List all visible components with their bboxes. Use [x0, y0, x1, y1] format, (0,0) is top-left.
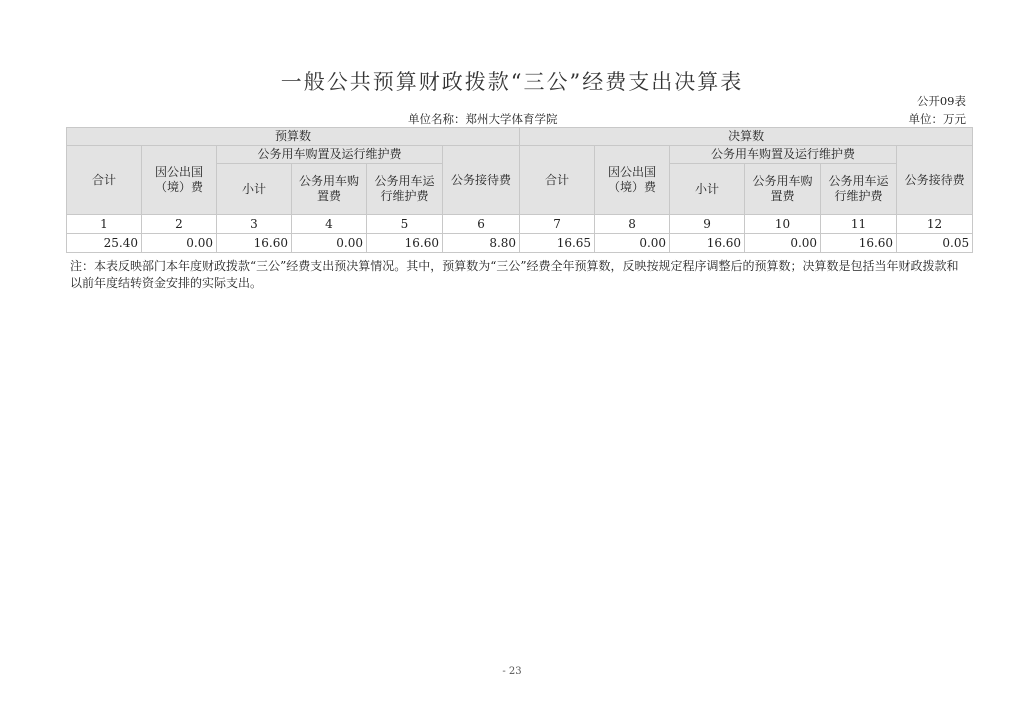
column-index-row — [67, 215, 973, 234]
column-index: 11 — [821, 215, 897, 234]
final-header: 决算数 — [520, 128, 973, 146]
column-index: 5 — [367, 215, 443, 234]
column-index: 10 — [745, 215, 821, 234]
budget-subtotal-header: 小计 — [217, 164, 292, 215]
page-number: - 23 — [502, 666, 522, 677]
final-reception-value: 0.05 — [897, 234, 973, 253]
budget-total-value: 25.40 — [67, 234, 142, 253]
budget-vehicle-operation-value: 16.60 — [367, 234, 443, 253]
budget-total-header: 合计 — [67, 146, 142, 215]
final-subtotal-value: 16.60 — [670, 234, 745, 253]
column-index: 8 — [595, 215, 670, 234]
expenditure-table — [66, 127, 973, 253]
budget-subtotal-value: 16.60 — [217, 234, 292, 253]
final-total-value: 16.65 — [520, 234, 595, 253]
budget-vehicle-purchase-value: 0.00 — [292, 234, 367, 253]
column-index: 2 — [142, 215, 217, 234]
budget-vehicle-purchase-header: 公务用车购置费 — [292, 164, 367, 215]
table-note: 注：本表反映部门本年度财政拨款“三公”经费支出预决算情况。其中，预算数为“三公”经费全年预算数，反映按规定程序调整后的预算数；决算数是包括当年财政拨款和以前年度结转资金安排的实际支出。 — [70, 259, 959, 290]
budget-abroad-header: 因公出国（境）费 — [142, 146, 217, 215]
column-index: 6 — [443, 215, 520, 234]
column-index: 1 — [67, 215, 142, 234]
column-index: 9 — [670, 215, 745, 234]
final-vehicle-purchase-header: 公务用车购置费 — [745, 164, 821, 215]
budget-vehicle-group-header: 公务用车购置及运行维护费 — [217, 146, 443, 164]
final-vehicle-operation-header: 公务用车运行维护费 — [821, 164, 897, 215]
final-vehicle-operation-value: 16.60 — [821, 234, 897, 253]
budget-vehicle-operation-header: 公务用车运行维护费 — [367, 164, 443, 215]
page-title: 一般公共预算财政拨款“三公”经费支出决算表 — [280, 70, 744, 94]
final-subtotal-header: 小计 — [670, 164, 745, 215]
table-row — [67, 234, 973, 253]
form-number: 公开09表 — [916, 94, 966, 108]
final-abroad-header: 因公出国（境）费 — [595, 146, 670, 215]
column-index: 12 — [897, 215, 973, 234]
unit-name: 单位名称：郑州大学体育学院 — [408, 112, 558, 126]
final-total-header: 合计 — [520, 146, 595, 215]
final-vehicle-group-header: 公务用车购置及运行维护费 — [670, 146, 897, 164]
column-index: 4 — [292, 215, 367, 234]
budget-abroad-value: 0.00 — [142, 234, 217, 253]
final-abroad-value: 0.00 — [595, 234, 670, 253]
budget-header: 预算数 — [67, 128, 520, 146]
budget-reception-value: 8.80 — [443, 234, 520, 253]
unit-label: 单位：万元 — [908, 112, 966, 126]
budget-reception-header: 公务接待费 — [443, 146, 520, 215]
column-index: 3 — [217, 215, 292, 234]
final-vehicle-purchase-value: 0.00 — [745, 234, 821, 253]
final-reception-header: 公务接待费 — [897, 146, 973, 215]
column-index: 7 — [520, 215, 595, 234]
